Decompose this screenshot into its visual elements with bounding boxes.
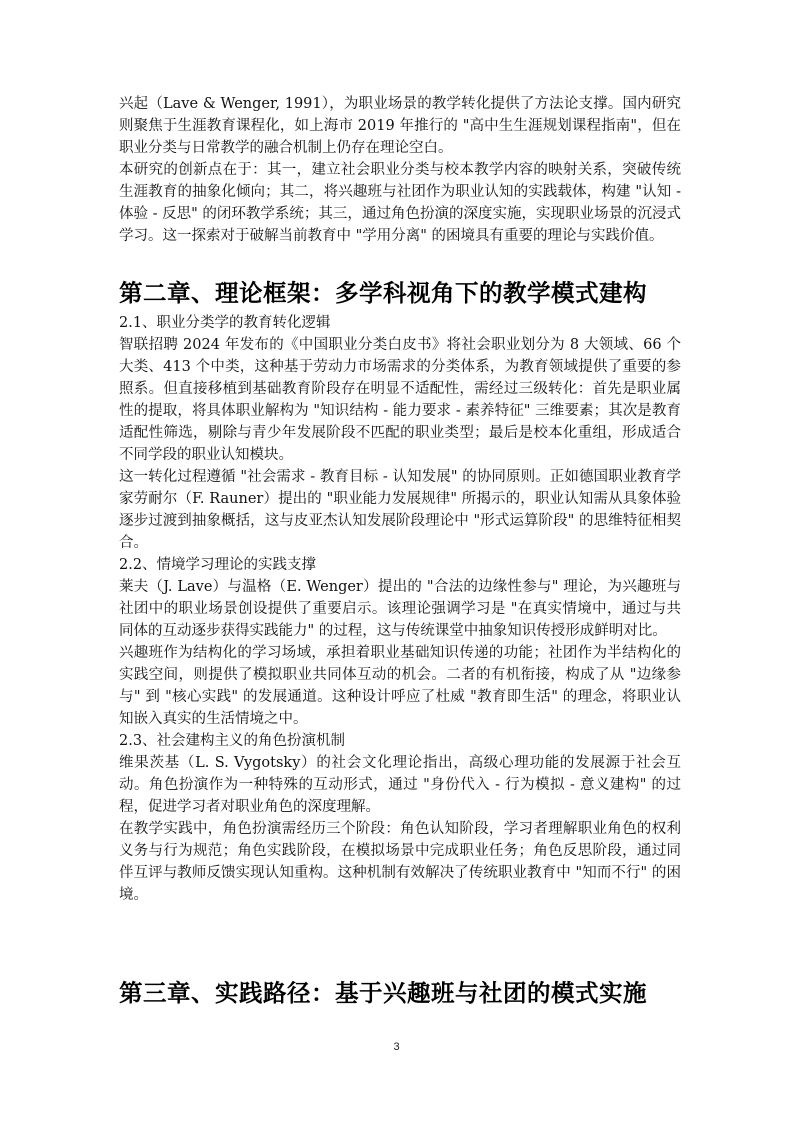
section-2-3-heading: 2.3、社会建构主义的角色扮演机制 [119, 733, 346, 749]
section-2-1-paragraph-1: 智联招聘 2024 年发布的《中国职业分类白皮书》将社会职业划分为 8 大领域、66 个大类、413 个中类，这种基于劳动力市场需求的分类体系，为教育领域提供了重要的参照系。但直接移植到基础教育阶段存在明显不适配性，需经过三级转化：首先是职业属性的提取，将具体职业解构为 "知识结构 - 能力要求 - 素养特征" 三维要素；其次是教育适配性筛选，剔除与青少年发展阶段不匹配的职业类型；最后是校本化重组，形成适合不同学段的职业认知模块。 [119, 337, 681, 463]
section-2-1-heading: 2.1、职业分类学的教育转化逻辑 [119, 315, 331, 331]
chapter-3-title: 第三章、实践路径：基于兴趣班与社团的模式实施 [119, 979, 647, 1007]
section-2-2-paragraph-2: 兴趣班作为结构化的学习场域，承担着职业基础知识传递的功能；社团作为半结构化的实践空间，则提供了模拟职业共同体互动的机会。二者的有机衔接，构成了从 "边缘参与" 到 "核心实践" 的发展通道。这种设计呼应了杜威 "教育即生活" 的理念，将职业认知嵌入真实的生活情境之中。 [119, 645, 681, 727]
section-2-2-heading: 2.2、情境学习理论的实践支撑 [119, 557, 317, 573]
section-2-1-paragraph-2: 这一转化过程遵循 "社会需求 - 教育目标 - 认知发展" 的协同原则。正如德国职业教育学家劳耐尔（F. Rauner）提出的 "职业能力发展规律" 所揭示的，职业认知需从具象体验逐步过渡到抽象概括，这与皮亚杰认知发展阶段理论中 "形式运算阶段" 的思维特征相契合。 [119, 469, 681, 551]
section-2-2-paragraph-1: 莱夫（J. Lave）与温格（E. Wenger）提出的 "合法的边缘性参与" 理论，为兴趣班与社团中的职业场景创设提供了重要启示。该理论强调学习是 "在真实情境中，通过与共同体的互动逐步获得实践能力" 的过程，这与传统课堂中抽象知识传授形成鲜明对比。 [119, 579, 681, 639]
section-2-3-paragraph-1: 维果茨基（L. S. Vygotsky）的社会文化理论指出，高级心理功能的发展源于社会互动。角色扮演作为一种特殊的互动形式，通过 "身份代入 - 行为模拟 - 意义建构" 的过程，促进学习者对职业角色的深度理解。 [119, 755, 681, 815]
page-body [119, 93, 681, 906]
chapter-2-title: 第二章、理论框架：多学科视角下的教学模式建构 [119, 279, 647, 307]
intro-paragraph-1: 兴起（Lave & Wenger, 1991），为职业场景的教学转化提供了方法论支撑。国内研究则聚焦于生涯教育课程化，如上海市 2019 年推行的 "高中生生涯规划课程指南"，但在职业分类与日常教学的融合机制上仍存在理论空白。 [119, 96, 681, 156]
page-number: 3 [393, 1041, 400, 1053]
intro-paragraph-2: 本研究的创新点在于：其一，建立社会职业分类与校本教学内容的映射关系，突破传统生涯教育的抽象化倾向；其二，将兴趣班与社团作为职业认知的实践载体，构建 "认知 - 体验 - 反思" 的闭环教学系统；其三，通过角色扮演的深度实施，实现职业场景的沉浸式学习。这一探索对于破解当前教育中 "学用分离" 的困境具有重要的理论与实践价值。 [119, 162, 681, 244]
section-2-3-paragraph-2: 在教学实践中，角色扮演需经历三个阶段：角色认知阶段，学习者理解职业角色的权利义务与行为规范；角色实践阶段，在模拟场景中完成职业任务；角色反思阶段，通过同伴互评与教师反馈实现认知重构。这种机制有效解决了传统职业教育中 "知而不行" 的困境。 [119, 821, 681, 903]
